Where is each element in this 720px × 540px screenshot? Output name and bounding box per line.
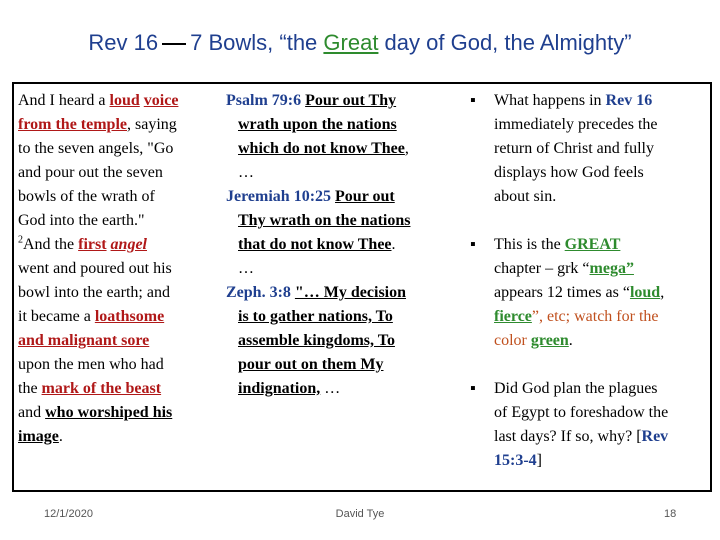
c1-line-12: upon the men who had (18, 356, 164, 373)
zeph-text: "… My decision (294, 284, 407, 301)
bullet-icon: ▪ (470, 236, 476, 253)
zeph-line-2: is to gather nations, To (238, 308, 393, 325)
q2-line-4 (494, 305, 712, 329)
q3-line-1: Did God plan the plagues (494, 380, 658, 397)
word-green: green (530, 332, 569, 349)
list-spacer (466, 353, 712, 377)
c1-line-7 (18, 233, 218, 257)
q2-text: ”, etc; watch for the (531, 308, 659, 325)
c1-text: . (58, 428, 63, 445)
q1-line-3: return of Christ and fully (494, 140, 654, 157)
c1-line-10 (18, 305, 218, 329)
phrase-from-temple: from the temple (18, 116, 127, 133)
q3-text: ] (536, 452, 542, 469)
jer-line-4: … (238, 260, 254, 277)
c1-line-11: and malignant sore (18, 332, 150, 349)
title-ref: Rev 16 (88, 30, 159, 55)
c1-line-8: went and poured out his (18, 260, 172, 277)
column-scripture (18, 89, 218, 449)
c1-line-6: God into the earth." (18, 212, 145, 229)
word-image: image (18, 428, 59, 445)
jer-text: Pour out (335, 188, 395, 205)
c1-line-9: bowl into the earth; and (18, 284, 170, 301)
list-spacer (466, 209, 712, 233)
zeph-line-3: assemble kingdoms, To (238, 332, 395, 349)
c1-text: , saying (127, 116, 177, 133)
psalm-text: which do not know Thee (238, 140, 405, 157)
verse-number: 2 (18, 234, 23, 246)
title-great: Great (323, 30, 379, 55)
zeph-line-1 (226, 281, 466, 305)
c1-text: And the (23, 236, 79, 253)
q1-line-1 (494, 89, 712, 113)
q1-line-5: about sin. (494, 188, 557, 205)
footer-author: David Tye (335, 508, 385, 520)
bullet-icon: ▪ (470, 92, 476, 109)
q2-text: This is the (494, 236, 565, 253)
phrase-who-worshiped: who worshiped his (45, 404, 173, 421)
c1-line-3: to the seven angels, "Go (18, 140, 174, 157)
ref-jeremiah: Jeremiah 10:25 (226, 188, 336, 205)
jer-line-2: Thy wrath on the nations (238, 212, 411, 229)
c1-line-1 (18, 89, 218, 113)
psalm-line-2: wrath upon the nations (238, 116, 397, 133)
question-item-3 (466, 377, 712, 473)
ref-rev16: Rev 16 (605, 92, 653, 109)
zeph-text: … (320, 380, 341, 397)
word-first: first (78, 236, 107, 253)
footer-page-number: 18 (664, 508, 677, 520)
ref-rev15: Rev (641, 428, 669, 445)
q2-line-3 (494, 281, 712, 305)
column-cross-references (226, 89, 466, 401)
column-questions (466, 89, 712, 473)
q1-line-2: immediately precedes the (494, 116, 658, 133)
q2-line-2 (494, 257, 712, 281)
psalm-line-1 (226, 89, 466, 113)
zeph-line-4: pour out on them My (238, 356, 384, 373)
c1-line-2 (18, 113, 218, 137)
word-great: GREAT (564, 236, 621, 253)
c1-text: And I heard a (18, 92, 110, 109)
word-angel: angel (110, 236, 147, 253)
psalm-line-4: … (238, 164, 254, 181)
q2-text: . (568, 332, 573, 349)
c1-line-4: and pour out the seven (18, 164, 163, 181)
c1-line-14 (18, 401, 218, 425)
psalm-text: , (404, 140, 409, 157)
ref-zephaniah: Zeph. 3:8 (226, 284, 295, 301)
word-loathsome: loathsome (94, 308, 165, 325)
word-loud: loud (629, 284, 661, 301)
q3-text: last days? If so, why? [ (494, 428, 642, 445)
slide-title (0, 30, 720, 56)
zeph-text: indignation, (238, 380, 321, 397)
bullet-icon: ▪ (470, 380, 476, 397)
word-fierce: fierce (494, 308, 532, 325)
ref-psalm: Psalm 79:6 (226, 92, 306, 109)
jer-line-1 (226, 185, 466, 209)
psalm-line-3 (226, 137, 466, 161)
q3-line-3 (494, 425, 712, 449)
zeph-line-5 (226, 377, 466, 401)
word-loud: loud (109, 92, 140, 109)
q2-line-1 (494, 233, 712, 257)
jer-text: . (391, 236, 396, 253)
q2-text: chapter – grk “ (494, 260, 590, 277)
q2-text: appears 12 times as “ (494, 284, 630, 301)
c1-text: it became a (18, 308, 95, 325)
q1-text: What happens in (494, 92, 606, 109)
question-item-2 (466, 233, 712, 353)
content-table (12, 82, 712, 492)
q3-line-2: of Egypt to foreshadow the (494, 404, 669, 421)
q2-text: , (660, 284, 665, 301)
title-text-2: day of God, the Almighty” (378, 30, 632, 55)
word-voice: voice (143, 92, 179, 109)
c1-line-5: bowls of the wrath of (18, 188, 155, 205)
c1-text: the (18, 380, 42, 397)
q1-line-4: displays how God feels (494, 164, 644, 181)
c1-text: and (18, 404, 46, 421)
q2-line-5 (494, 329, 712, 353)
ref-rev15-verses: 15:3-4 (494, 452, 537, 469)
word-mega: mega” (589, 260, 634, 277)
footer-date: 12/1/2020 (44, 508, 93, 520)
c1-line-15 (18, 425, 218, 449)
title-text-1: 7 Bowls, “the (190, 30, 324, 55)
jer-line-3 (226, 233, 466, 257)
question-item-1 (466, 89, 712, 209)
psalm-text: Pour out Thy (305, 92, 397, 109)
jer-text: that do not know Thee (238, 236, 392, 253)
title-dash (162, 43, 186, 45)
q3-line-4 (494, 449, 712, 473)
q2-text: color (494, 332, 531, 349)
c1-line-13 (18, 377, 218, 401)
phrase-mark-of-beast: mark of the beast (41, 380, 162, 397)
question-list (466, 89, 712, 473)
